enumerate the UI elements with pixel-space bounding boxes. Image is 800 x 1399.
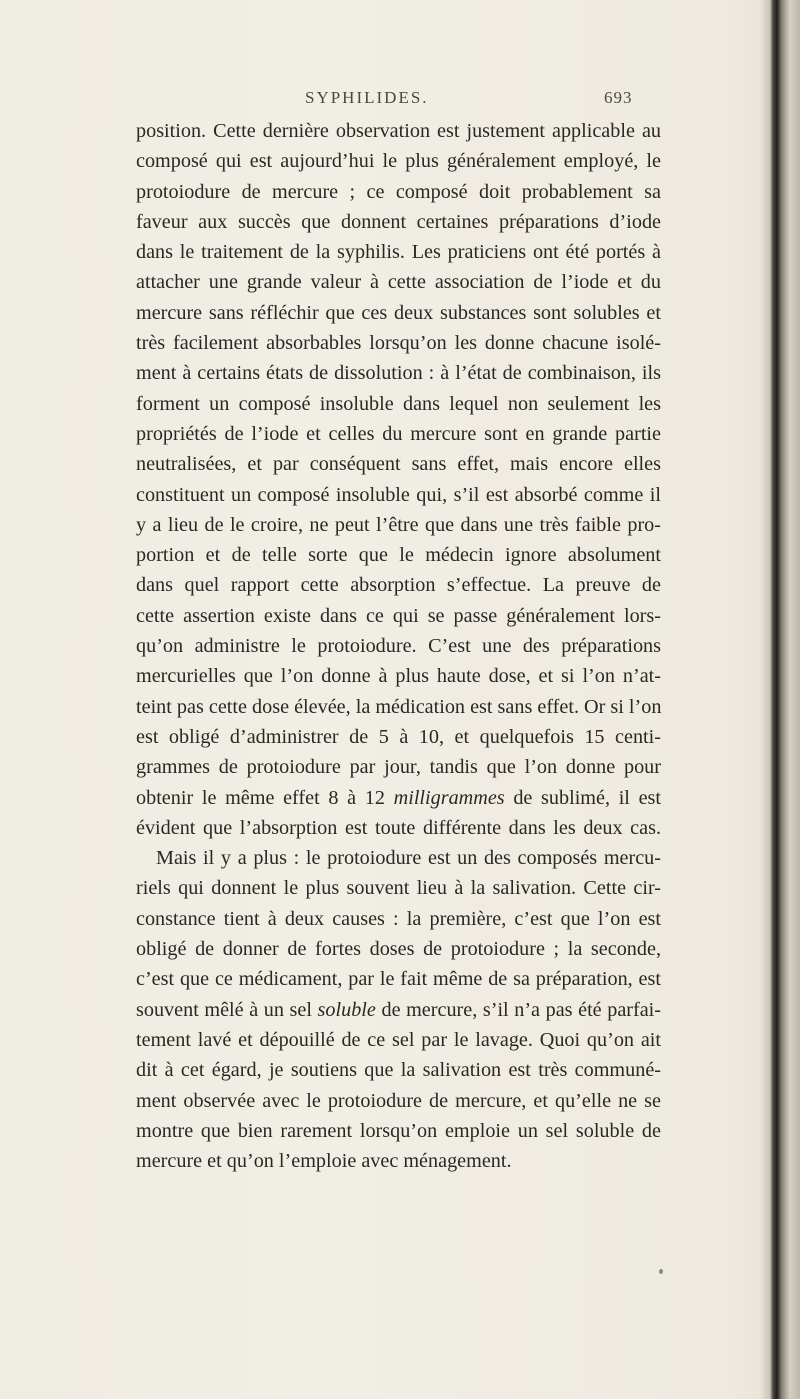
text-line: cette assertion existe dans ce qui se passe généralement lors- (136, 604, 661, 627)
text-line: obligé de donner de fortes doses de protoiodure ; la seconde, (136, 938, 661, 961)
running-head (260, 88, 660, 112)
text-line: protoiodure de mercure ; ce composé doit probablement sa (136, 180, 661, 203)
running-head-title: SYPHILIDES. (305, 88, 429, 107)
text-line: ment à certains états de dissolution : à l’état de combinaison, ils (136, 362, 661, 385)
text-line: y a lieu de le croire, ne peut l’être que dans une très faible pro- (136, 513, 661, 536)
text-line: dans quel rapport cette absorption s’effectue. La preuve de (136, 574, 661, 597)
text-line: faveur aux succès que donnent certaines préparations d’iode (136, 210, 661, 233)
text-line: grammes de protoiodure par jour, tandis que l’on donne pour (136, 756, 661, 779)
text-line (136, 783, 661, 813)
text-line: composé qui est aujourd’hui le plus généralement employé, le (136, 150, 661, 173)
italic-term: soluble (317, 998, 376, 1021)
text-line: évident que l’absorption est toute différente dans les deux cas. (136, 816, 661, 839)
text-line: est obligé d’administrer de 5 à 10, et quelquefois 15 centi- (136, 725, 661, 748)
text-line: mercure sans réfléchir que ces deux substances sont solubles et (136, 301, 661, 324)
page-gutter-edge (760, 0, 800, 1399)
italic-term: milligrammes (393, 786, 505, 809)
text-line: teint pas cette dose élevée, la médication est sans effet. Or si l’on (136, 695, 662, 718)
text-line: propriétés de l’iode et celles du mercure sont en grande partie (136, 422, 661, 445)
text-line: Mais il y a plus : le protoiodure est un des composés mercu- (156, 847, 661, 870)
text-segment: souvent mêlé à un sel (136, 998, 312, 1021)
text-line: c’est que ce médicament, par le fait même de sa préparation, est (136, 968, 661, 991)
text-segment: obtenir le même effet 8 à 12 (136, 786, 385, 809)
text-line: très facilement absorbables lorsqu’on les donne chacune isolé- (136, 332, 661, 355)
text-line: dans le traitement de la syphilis. Les praticiens ont été portés à (136, 241, 661, 264)
text-line: montre que bien rarement lorsqu’on emploie un sel soluble de (136, 1119, 661, 1142)
text-line: mercure et qu’on l’emploie avec ménagement. (136, 1150, 512, 1173)
text-line: attacher une grande valeur à cette association de l’iode et du (136, 271, 661, 294)
text-line: position. Cette dernière observation est justement applicable au (136, 120, 661, 142)
text-line: mercurielles que l’on donne à plus haute dose, et si l’on n’at- (136, 665, 661, 688)
text-line: forment un composé insoluble dans lequel non seulement les (136, 392, 661, 415)
text-line: constance tient à deux causes : la première, c’est que l’on est (136, 907, 661, 930)
text-line: riels qui donnent le plus souvent lieu à la salivation. Cette cir- (136, 877, 661, 900)
text-segment: de mercure, s’il n’a pas été parfai- (381, 998, 662, 1021)
ink-speck (659, 1269, 663, 1274)
text-line: ment observée avec le protoiodure de mercure, et qu’elle ne se (136, 1089, 661, 1112)
text-line: neutralisées, et par conséquent sans effet, mais encore elles (136, 453, 661, 476)
body-paragraphs (136, 116, 661, 1176)
text-line: tement lavé et dépouillé de ce sel par le lavage. Quoi qu’on ait (136, 1028, 661, 1051)
text-line: constituent un composé insoluble qui, s’il est absorbé comme il (136, 483, 661, 506)
text-line: dit à cet égard, je soutiens que la salivation est très communé- (136, 1059, 661, 1082)
page-number: 693 (604, 88, 633, 107)
text-line (136, 995, 661, 1025)
text-segment: de sublimé, il est (513, 786, 662, 809)
text-line: qu’on administre le protoiodure. C’est une des préparations (136, 635, 661, 658)
text-line: portion et de telle sorte que le médecin ignore absolument (136, 544, 661, 567)
